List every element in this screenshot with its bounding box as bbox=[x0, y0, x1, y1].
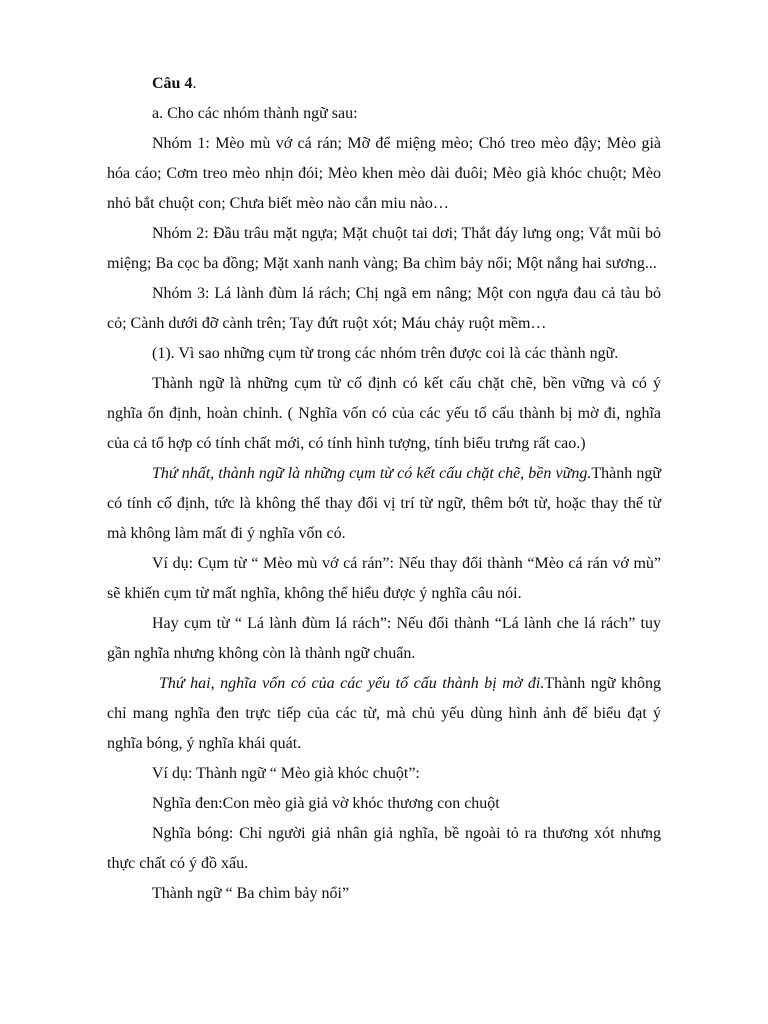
idiom-paragraph: Thành ngữ “ Ba chìm bảy nổi” bbox=[152, 885, 350, 902]
first-point-italic: Thứ nhất, thành ngữ là những cụm từ có kết cấu chặt chẽ, bền vững. bbox=[152, 465, 592, 482]
document-body bbox=[107, 69, 661, 909]
first-point-paragraph bbox=[107, 459, 661, 549]
second-point-italic: Thứ hai, nghĩa vốn có của các yếu tố cấu thành bị mờ đi. bbox=[159, 675, 545, 692]
example-2-paragraph: Hay cụm từ “ Lá lành đùm lá rách”: Nếu đổi thành “Lá lành che lá rách” tuy gần nghĩa nhưng không còn là thành ngữ chuẩn. bbox=[107, 615, 661, 662]
example-1-paragraph: Ví dụ: Cụm từ “ Mèo mù vớ cá rán”: Nếu thay đổi thành “Mèo cá rán vớ mù” sẽ khiến cụm từ mất nghĩa, không thể hiểu được ý nghĩa câu nói. bbox=[107, 555, 661, 602]
literal-meaning-paragraph: Nghĩa đen:Con mèo già giả vờ khóc thương con chuột bbox=[152, 795, 500, 812]
second-point-paragraph bbox=[107, 669, 661, 759]
group-2-paragraph: Nhóm 2: Đầu trâu mặt ngựa; Mặt chuột tai dơi; Thắt đáy lưng ong; Vắt mũi bỏ miệng; Ba cọc ba đồng; Mặt xanh nanh vàng; Ba chìm bảy nổi; Một nắng hai sương... bbox=[107, 225, 661, 272]
figurative-meaning-paragraph: Nghĩa bóng: Chỉ người giả nhân giả nghĩa, bề ngoài tỏ ra thương xót nhưng thực chất có ý đồ xấu. bbox=[107, 825, 661, 872]
question-1-paragraph: (1). Vì sao những cụm từ trong các nhóm trên được coi là các thành ngữ. bbox=[152, 345, 619, 362]
second-point-text: Thành ngữ không chỉ mang nghĩa đen trực tiếp của các từ, mà chủ yếu dùng hình ảnh để biểu đạt ý nghĩa bóng, ý nghĩa khái quát. bbox=[107, 675, 662, 752]
question-heading bbox=[107, 69, 661, 99]
instruction-paragraph: a. Cho các nhóm thành ngữ sau: bbox=[152, 105, 358, 122]
group-3-paragraph: Nhóm 3: Lá lành đùm lá rách; Chị ngã em nâng; Một con ngựa đau cả tàu bỏ cỏ; Cành dưới đỡ cành trên; Tay đứt ruột xót; Máu chảy ruột mềm… bbox=[107, 285, 661, 332]
group-1-paragraph: Nhóm 1: Mèo mù vớ cá rán; Mỡ để miệng mèo; Chó treo mèo đậy; Mèo già hóa cáo; Cơm treo mèo nhịn đói; Mèo khen mèo dài đuôi; Mèo già khóc chuột; Mèo nhỏ bắt chuột con; Chưa biết mèo nào cắn miu nào… bbox=[107, 135, 661, 212]
first-point-text: Thành ngữ có tính cố định, tức là không thể thay đổi vị trí từ ngữ, thêm bớt từ, hoặc thay thế từ mà không làm mất đi ý nghĩa vốn có. bbox=[107, 465, 662, 542]
example-3-paragraph: Ví dụ: Thành ngữ “ Mèo già khóc chuột”: bbox=[152, 765, 420, 782]
question-number: Câu 4 bbox=[152, 75, 193, 92]
question-heading-punctuation: . bbox=[192, 75, 197, 92]
definition-paragraph: Thành ngữ là những cụm từ cố định có kết cấu chặt chẽ, bền vững và có ý nghĩa ổn định, hoàn chỉnh. ( Nghĩa vốn có của các yếu tố cấu thành bị mờ đi, nghĩa của cả tổ hợp có tính chất mới, có tính hình tượng, tính biểu trưng rất cao.) bbox=[107, 375, 661, 452]
